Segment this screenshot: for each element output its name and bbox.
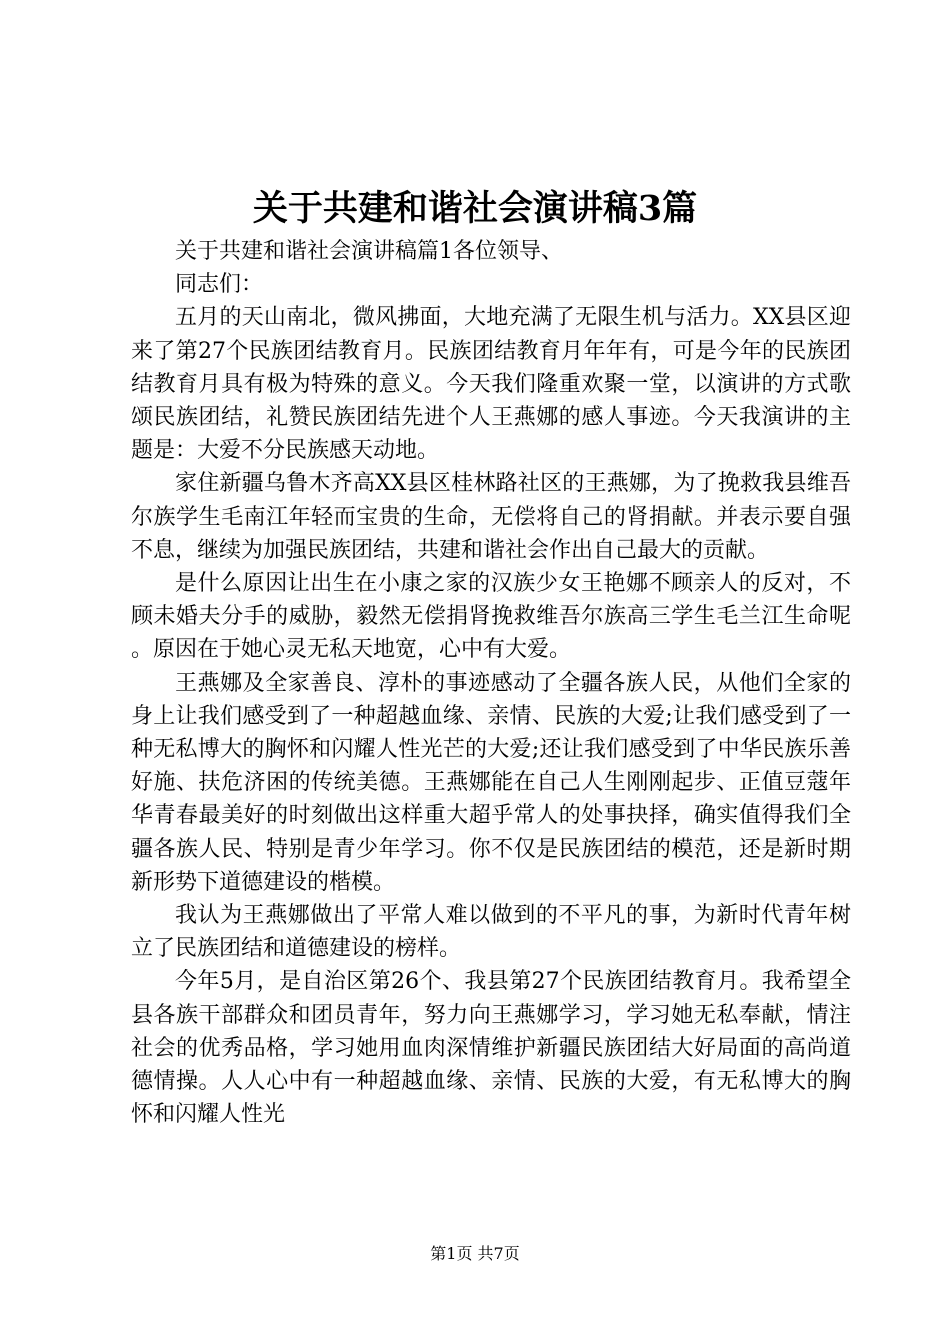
- paragraph: 五月的天山南北，微风拂面，大地充满了无限生机与活力。XX县区迎来了第27个民族团结教育月。民族团结教育月年年有，可是今年的民族团结教育月具有极为特殊的意义。今天我们隆重欢聚一堂，以演讲的方式歌颂民族团结，礼赞民族团结先进个人王燕娜的感人事迹。今天我演讲的主题是：大爱不分民族感天动地。: [131, 305, 851, 464]
- document-title: 关于共建和谐社会演讲稿3篇: [252, 188, 698, 229]
- paragraph-intro: 关于共建和谐社会演讲稿篇1各位领导、: [175, 239, 563, 264]
- paragraph: 王燕娜及全家善良、淳朴的事迹感动了全疆各族人民，从他们全家的身上让我们感受到了一种超越血缘、亲情、民族的大爱;让我们感受到了一种无私博大的胸怀和闪耀人性光芒的大爱;还让我们感受到了中华民族乐善好施、扶危济困的传统美德。王燕娜能在自己人生刚刚起步、正值豆蔻年华青春最美好的时刻做出这样重大超乎常人的处事抉择，确实值得我们全疆各族人民、特别是青少年学习。你不仅是民族团结的模范，还是新时期新形势下道德建设的楷模。: [131, 670, 851, 895]
- page-footer: 第1页 共7页: [430, 1244, 520, 1263]
- paragraph: 今年5月，是自治区第26个、我县第27个民族团结教育月。我希望全县各族干部群众和团员青年，努力向王燕娜学习，学习她无私奉献，情注社会的优秀品格，学习她用血肉深情维护新疆民族团结大好局面的高尚道德情操。人人心中有一种超越血缘、亲情、民族的大爱，有无私博大的胸怀和闪耀人性光: [131, 969, 851, 1128]
- paragraph-greeting: 同志们：: [175, 272, 264, 298]
- paragraph: 是什么原因让出生在小康之家的汉族少女王艳娜不顾亲人的反对，不顾未婚夫分手的威胁，毅然无偿捐肾挽救维吾尔族高三学生毛兰江生命呢。原因在于她心灵无私天地宽，心中有大爱。: [131, 571, 851, 663]
- document-body: [131, 235, 851, 1131]
- paragraph: 我认为王燕娜做出了平常人难以做到的不平凡的事，为新时代青年树立了民族团结和道德建设的榜样。: [131, 903, 851, 962]
- paragraph: 家住新疆乌鲁木齐高XX县区桂林路社区的王燕娜，为了挽救我县维吾尔族学生毛南江年轻而宝贵的生命，无偿将自己的肾捐献。并表示要自强不息，继续为加强民族团结，共建和谐社会作出自己最大的贡献。: [131, 471, 851, 563]
